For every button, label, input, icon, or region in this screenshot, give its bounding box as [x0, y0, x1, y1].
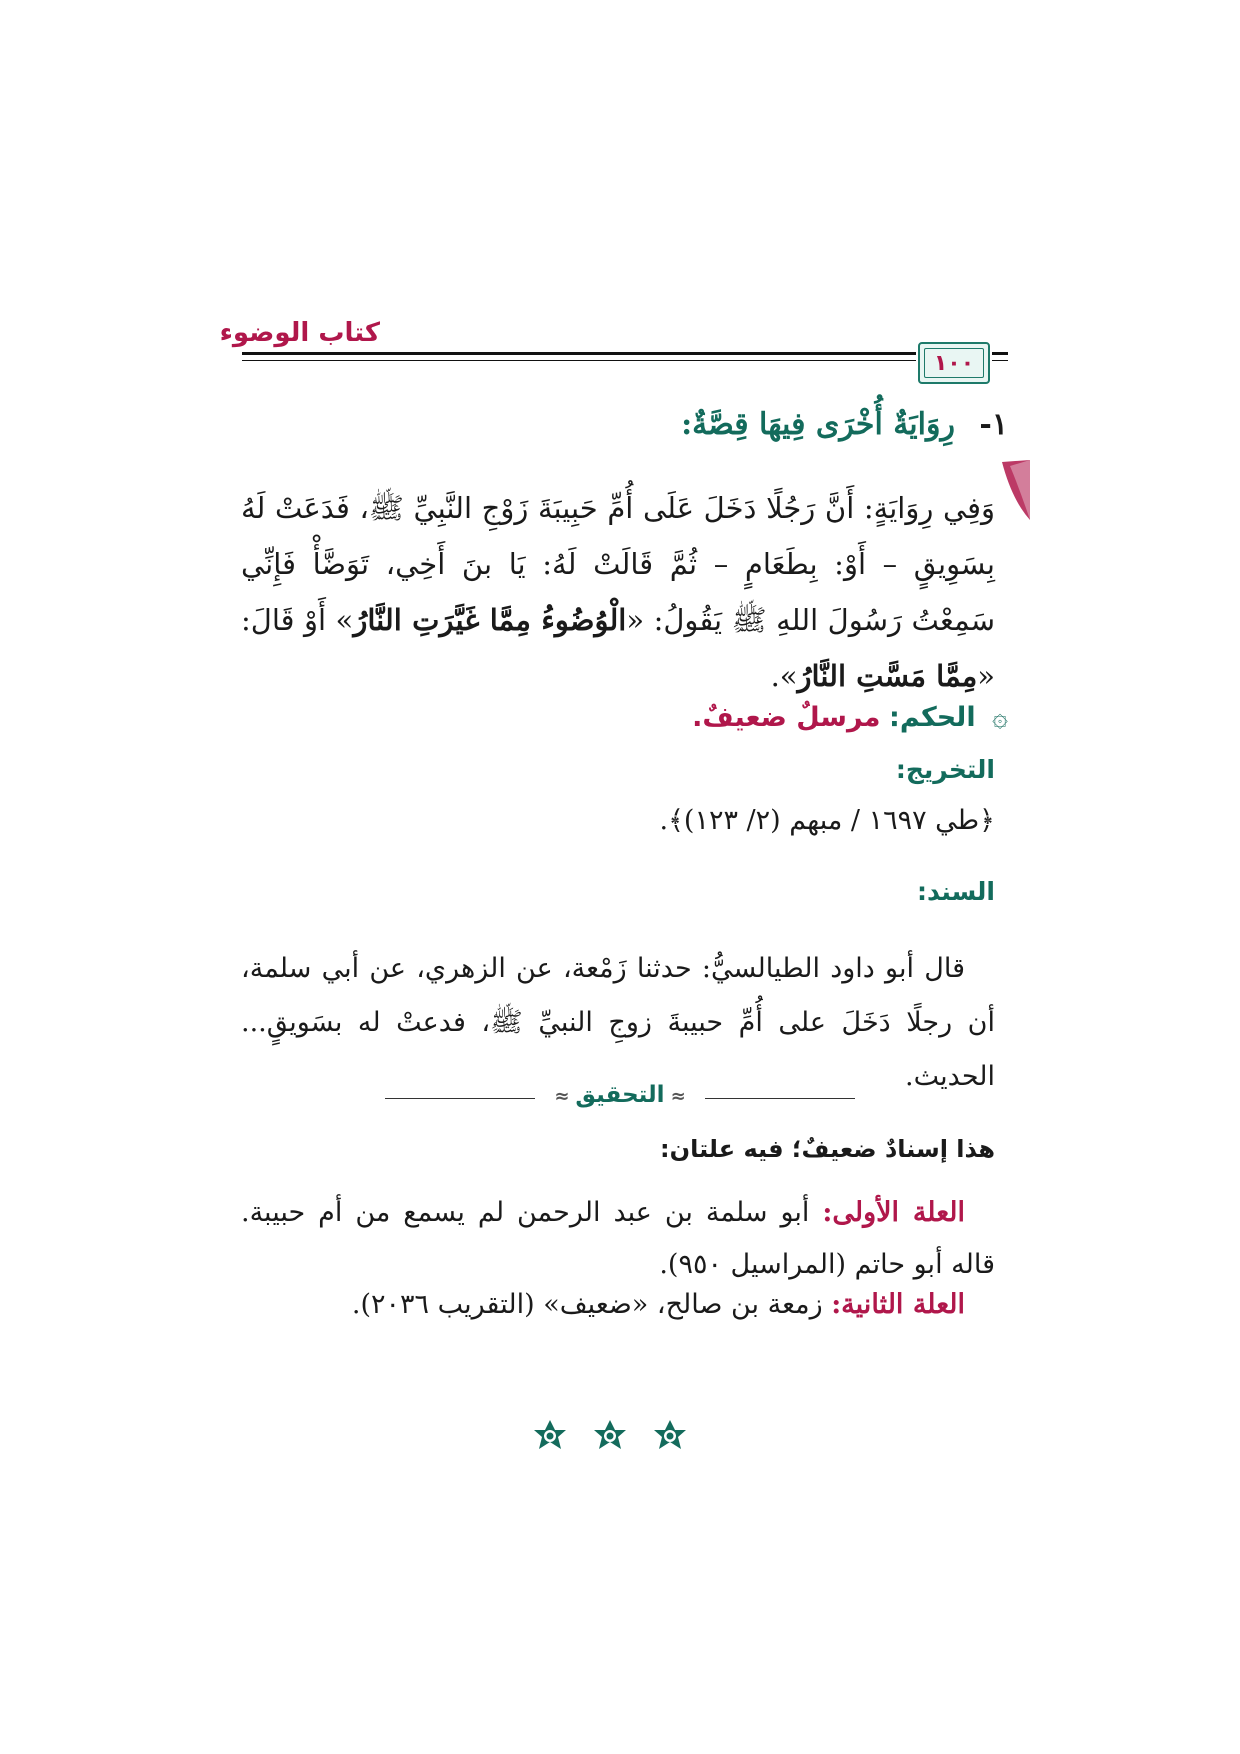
header-rule-short	[992, 352, 1008, 355]
page-number: ١٠٠	[933, 350, 975, 376]
illa-second	[352, 1289, 965, 1320]
takhrij-heading: التخريج:	[895, 755, 995, 784]
page-number-frame	[918, 342, 990, 384]
sanad-text: قال أبو داود الطيالسيُّ: حدثنا زَمْعة، عن الزهري، عن أبي سلمة، أن رجلًا دَخَلَ على أُمِّ حبيبةَ زوجِ النبيِّ ﷺ، فدعتْ له بسَويقٍ... الحديث.	[241, 953, 995, 1092]
hadith-part: وَفِي رِوَايَةٍ: أَنَّ رَجُلًا دَخَلَ عَلَى أُمِّ حَبِيبَةَ زَوْجِ النَّبِيِّ ﷺ، فَدَعَتْ لَهُ بِسَوِيقٍ – أَوْ: بِطَعَامٍ – ثُمَّ قَالَتْ لَهُ: يَا بنَ أَخِي، تَوَضَّأْ فَإِنِّي سَمِعْتُ رَسُولَ اللهِ ﷺ يَقُولُ: «	[241, 491, 996, 637]
flower-icon	[530, 1418, 570, 1454]
flower-icon: ۞	[992, 702, 1008, 733]
hadith-part: » أَوْ قَالَ: «	[241, 603, 995, 693]
header-rule	[242, 352, 916, 355]
tahqiq-label: التحقيق	[575, 1082, 665, 1108]
tahqiq-summary: هذا إسنادٌ ضعيفٌ؛ فيه علتان:	[660, 1135, 995, 1163]
illa-first-label: العلة الأولى:	[822, 1197, 965, 1228]
illa-first-text: أبو سلمة بن عبد الرحمن لم يسمع من أم حبيبة. قاله أبو حاتم (المراسيل ٩٥٠).	[241, 1197, 995, 1280]
header-rule-thin	[242, 360, 916, 361]
book-title: كتاب الوضوء	[219, 318, 380, 348]
divider-ornament-icon: ≈	[554, 1086, 570, 1107]
divider-ornament-icon: ≈	[670, 1086, 686, 1107]
tahqiq-divider	[385, 1082, 855, 1112]
divider-heading	[385, 1082, 855, 1108]
ruling-label: الحكم:	[889, 702, 976, 733]
flower-icon	[590, 1418, 630, 1454]
section-title: رِوَايَةٌ أُخْرَى فِيهَا قِصَّةٌ:	[681, 407, 955, 442]
hadith-text	[241, 480, 995, 704]
ruling-value: مرسلٌ ضعيفٌ.	[692, 702, 881, 733]
illa-first	[241, 1187, 995, 1291]
ruling-line	[692, 702, 1008, 733]
hadith-bold-quote: الْوُضُوءُ مِمَّا غَيَّرَتِ النَّارُ	[353, 603, 627, 637]
section-heading	[681, 407, 1008, 442]
header-rule-short-thin	[992, 360, 1008, 361]
hadith-part: ».	[770, 659, 798, 693]
illa-second-label: العلة الثانية:	[831, 1289, 965, 1320]
illa-second-text: زمعة بن صالح، «ضعيف» (التقريب ٢٠٣٦).	[351, 1289, 832, 1320]
corner-ornament-icon	[1000, 460, 1030, 520]
sanad-heading: السند:	[916, 877, 995, 906]
section-number: ١-	[979, 407, 1008, 442]
end-ornament	[530, 1418, 690, 1454]
flower-icon	[650, 1418, 690, 1454]
hadith-bold-quote: مِمَّا مَسَّتِ النَّارُ	[797, 659, 978, 693]
takhrij-text: ﴿طي ١٦٩٧ / مبهم (٢/ ١٢٣)﴾.	[659, 805, 995, 836]
